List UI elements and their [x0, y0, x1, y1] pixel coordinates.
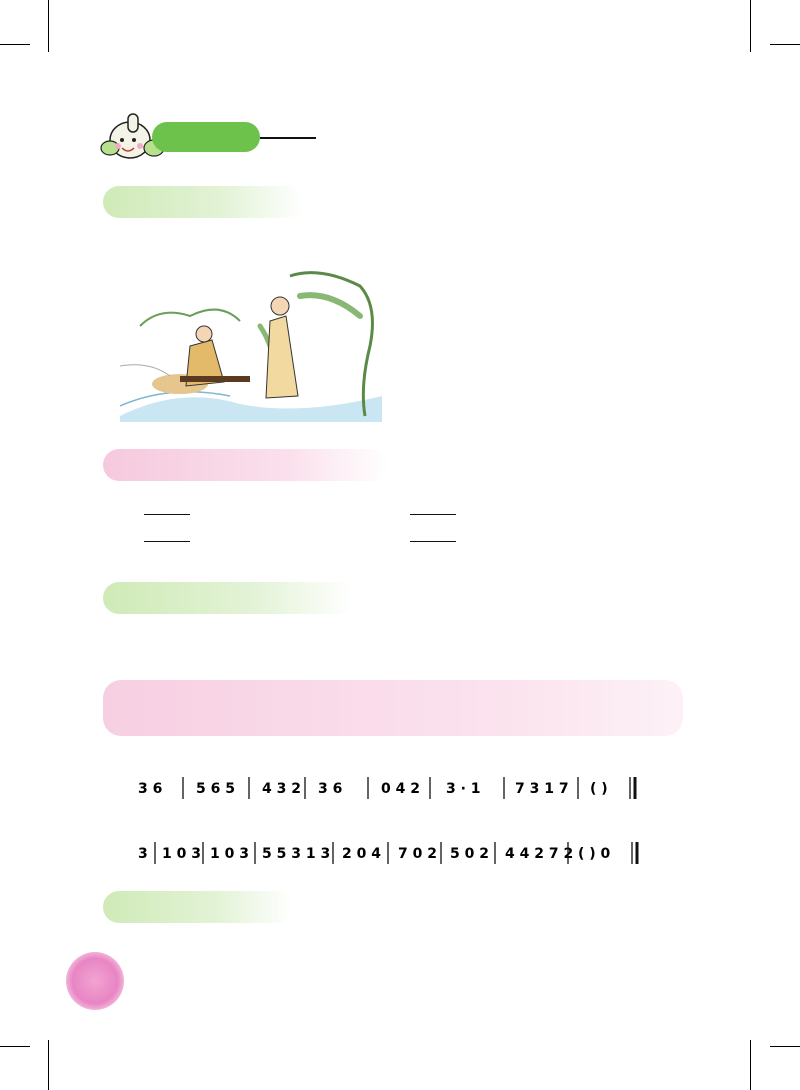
measure-notes: 3 6	[318, 781, 343, 797]
answer-blank[interactable]	[410, 500, 456, 515]
crop-mark	[770, 44, 800, 45]
measure-notes: 4 3 2	[262, 781, 301, 797]
header-dash	[260, 137, 316, 139]
measure-notes: 3	[138, 846, 148, 862]
question-item	[144, 527, 190, 546]
measure-notes: 1 0 3	[162, 846, 201, 862]
section-two-title	[103, 449, 388, 481]
answer-blank[interactable]	[410, 527, 456, 542]
chapter-header	[100, 110, 520, 162]
crop-mark	[0, 1046, 30, 1047]
crop-mark	[750, 0, 751, 52]
section-four-title	[103, 680, 683, 736]
section-one-title	[103, 186, 303, 218]
answer-blank[interactable]	[144, 500, 190, 515]
header-title-band	[152, 122, 260, 152]
measure-notes: 0 4 2	[381, 781, 420, 797]
question-item	[410, 500, 456, 519]
crop-mark	[0, 44, 30, 45]
section-three-title	[103, 582, 353, 614]
measure-notes: 5 5 3 1 3	[262, 846, 331, 862]
question-item	[410, 527, 456, 546]
measure-notes: 1 0 3	[210, 846, 249, 862]
measure-notes: 5 0 2	[450, 846, 489, 862]
crop-mark	[48, 1040, 49, 1090]
melody2-staff	[138, 842, 637, 864]
crop-mark	[750, 1040, 751, 1090]
measure-notes: 7 0 2	[398, 846, 437, 862]
measure-notes: ( ) 0	[578, 846, 611, 862]
measure-notes: 5 6 5	[196, 781, 235, 797]
section-five-title	[103, 891, 293, 923]
measure-notes: 4 4 2 7 2	[505, 846, 574, 862]
answer-blank[interactable]	[144, 527, 190, 542]
question-item	[144, 500, 190, 519]
page-number	[66, 952, 124, 1010]
melody1-staff	[138, 777, 635, 799]
measure-notes: 2 0 4	[342, 846, 381, 862]
crop-mark	[48, 0, 49, 52]
guqin-scene-illustration	[120, 266, 382, 422]
measure-notes: 3 6	[138, 781, 163, 797]
measure-notes: 3 · 1	[446, 781, 481, 797]
measure-notes: ( )	[590, 781, 608, 797]
crop-mark	[770, 1046, 800, 1047]
measure-notes: 7 3 1 7	[515, 781, 569, 797]
